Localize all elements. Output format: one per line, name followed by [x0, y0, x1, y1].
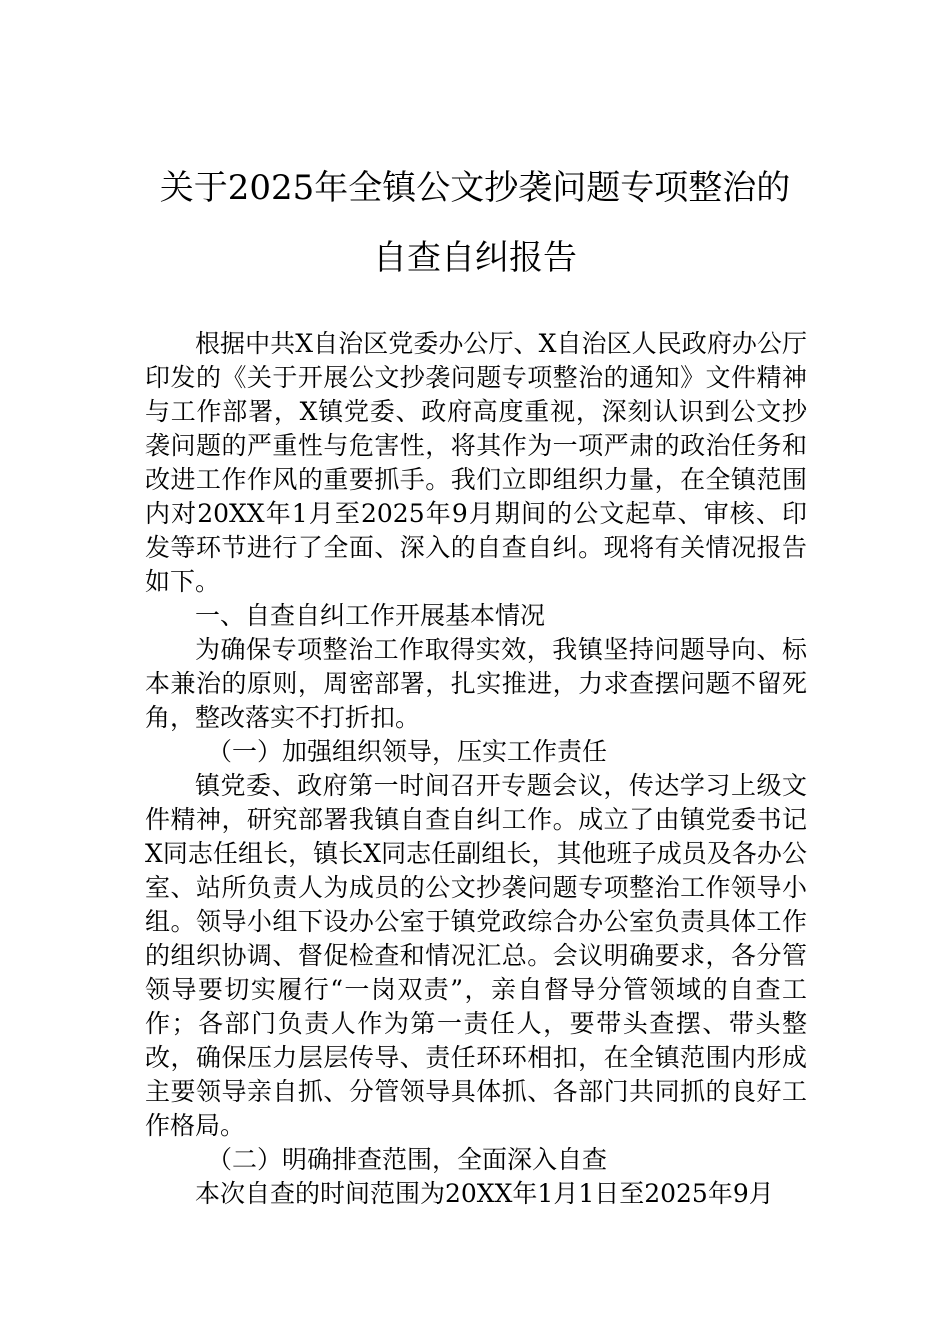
- subsection-1-paragraph: 镇党委、政府第一时间召开专题会议，传达学习上级文件精神，研究部署我镇自查自纠工作。成立了由镇党委书记X同志任组长，镇长X同志任副组长，其他班子成员及各办公室、站所负责人为成员的公文抄袭问题专项整治工作领导小组。领导小组下设办公室于镇党政综合办公室负责具体工作的组织协调、督促检查和情况汇总。会议明确要求，各分管领导要切实履行“一岗双责”，亲自督导分管领域的自查工作；各部门负责人作为第一责任人，要带头查摆、带头整改，确保压力层层传导、责任环环相扣，在全镇范围内形成主要领导亲自抓、分管领导具体抓、各部门共同抓的良好工作格局。: [145, 771, 807, 1140]
- document-title-line-2: 自查自纠报告: [373, 238, 577, 278]
- section-heading-1: 一、自查自纠工作开展基本情况: [195, 601, 546, 630]
- subsection-2-paragraph: 本次自查的时间范围为20XX年1月1日至2025年9月: [195, 1179, 774, 1208]
- document-title-line-1: 关于2025年全镇公文抄袭问题专项整治的: [159, 168, 791, 208]
- subsection-heading-2: （二）明确排查范围，全面深入自查: [207, 1145, 608, 1174]
- section-1-paragraph: 为确保专项整治工作取得实效，我镇坚持问题导向、标本兼治的原则，周密部署，扎实推进，力求查摆问题不留死角，整改落实不打折扣。: [145, 635, 807, 732]
- intro-paragraph: 根据中共X自治区党委办公厅、X自治区人民政府办公厅印发的《关于开展公文抄袭问题专项整治的通知》文件精神与工作部署，X镇党委、政府高度重视，深刻认识到公文抄袭问题的严重性与危害性，将其作为一项严肃的政治任务和改进工作作风的重要抓手。我们立即组织力量，在全镇范围内对20XX年1月至2025年9月期间的公文起草、审核、印发等环节进行了全面、深入的自查自纠。现将有关情况报告如下。: [145, 329, 807, 596]
- subsection-heading-1: （一）加强组织领导，压实工作责任: [207, 737, 608, 766]
- document-body: [145, 327, 807, 1211]
